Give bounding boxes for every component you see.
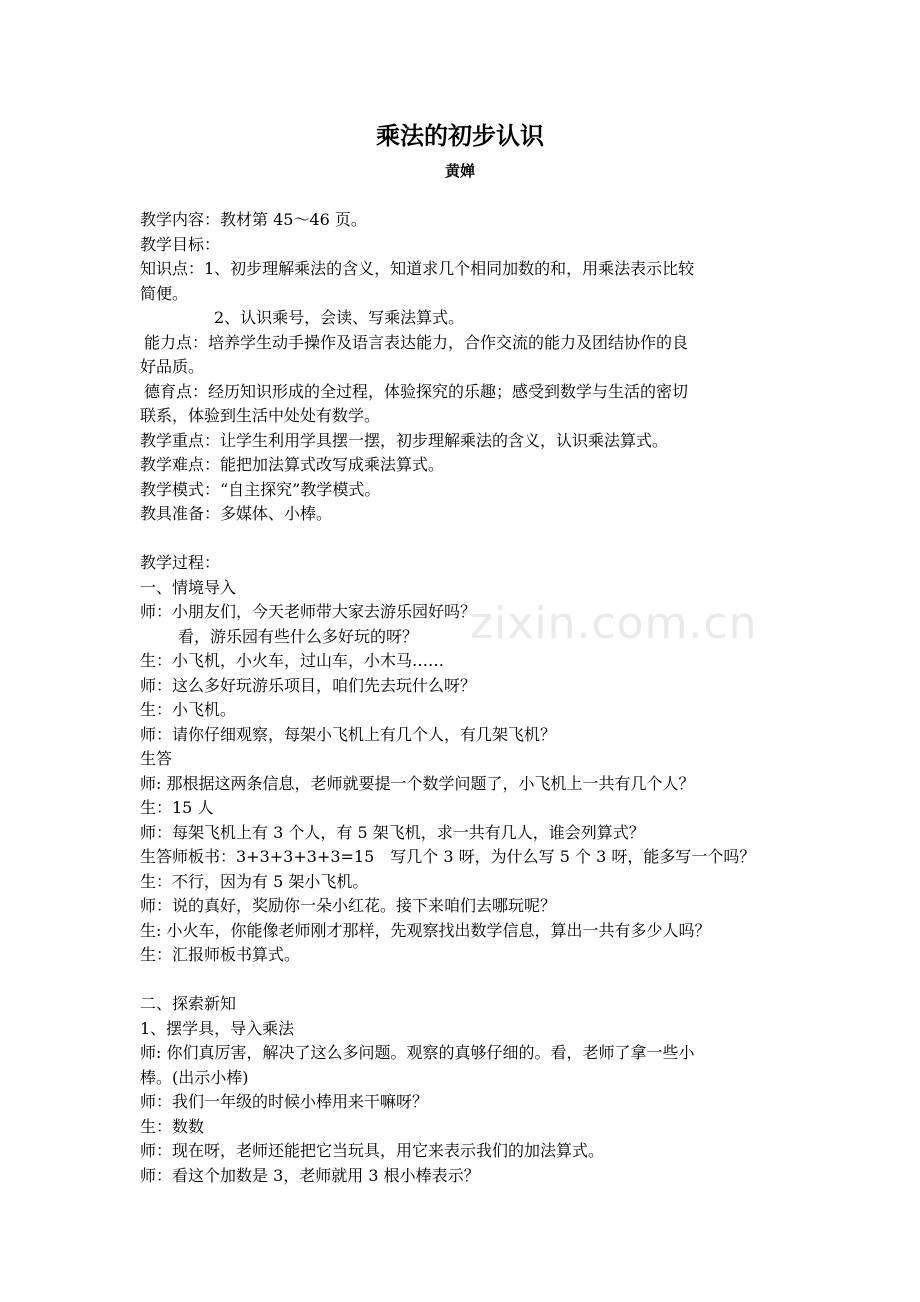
text-line: 教学难点：能把加法算式改写成乘法算式。	[140, 455, 445, 474]
text-line: 师: 那根据这两条信息，老师就要提一个数学问题了，小飞机上一共有几个人？	[140, 773, 695, 793]
text-line: 棒。(出示小棒)	[140, 1067, 249, 1087]
text-line: 师：这么多好玩游乐项目，咱们先去玩什么呀？	[140, 675, 477, 695]
text-line: 师：小朋友们，今天老师带大家去游乐园好吗？	[140, 602, 477, 621]
text-line: 生：不行，因为有 5 架小飞机。	[140, 871, 369, 891]
text-line: 教学过程：	[140, 553, 221, 572]
text-line: 能力点：培养学生动手操作及语言表达能力，合作交流的能力及团结协作的良	[144, 332, 689, 352]
text-line: 生: 小火车，你能像老师刚才那样，先观察找出数学信息，算出一共有多少人吗？	[140, 920, 711, 940]
text-line: 生：数数	[140, 1116, 205, 1136]
text-line: 生：小飞机，小火车，过山车，小木马……	[140, 651, 445, 670]
text-line: 联系，体验到生活中处处有数学。	[140, 406, 381, 425]
document-author: 黄婵	[444, 162, 475, 180]
text-line: 师: 你们真厉害，解决了这么多问题。观察的真够仔细的。看，老师了拿一些小	[140, 1043, 695, 1062]
text-line: 教学内容：教材第 45～46 页。	[140, 210, 367, 229]
text-line: 生答师板书：3+3+3+3+3=15 写几个 3 呀，为什么写 5 个 3 呀，能多写一个吗？	[140, 847, 756, 866]
text-line: 师：请你仔细观察，每架小飞机上有几个人，有几架飞机？	[140, 724, 557, 744]
section-heading: 二、探索新知	[140, 994, 237, 1013]
text-line: 教学重点：让学生利用学具摆一摆，初步理解乘法的含义，认识乘法算式。	[140, 430, 669, 450]
text-line: 师：每架飞机上有 3 个人，有 5 架飞机，求一共有几人，谁会列算式？	[140, 822, 645, 842]
text-line: 1、摆学具，导入乘法	[140, 1018, 295, 1038]
text-line: 师：说的真好，奖励你一朵小红花。接下来咱们去哪玩呢？	[140, 896, 557, 915]
text-line: 德育点：经历知识形成的全过程，体验探究的乐趣；感受到数学与生活的密切	[144, 381, 689, 401]
section-heading: 一、情境导入	[140, 577, 237, 597]
text-line: 知识点：1、初步理解乘法的含义，知道求几个相同加数的和，用乘法表示比较	[140, 259, 695, 278]
text-line: 生：汇报师板书算式。	[140, 945, 301, 964]
text-line: 教学目标：	[140, 234, 221, 254]
document-body	[140, 208, 790, 1188]
text-line: 师：我们一年级的时候小棒用来干嘛呀？	[140, 1092, 429, 1111]
text-line: 生：小飞机。	[140, 700, 237, 719]
blank-line	[140, 527, 790, 552]
document-title: 乘法的初步认识	[376, 122, 544, 150]
blank-line	[140, 968, 790, 993]
text-line: 师：现在呀，老师还能把它当玩具，用它来表示我们的加法算式。	[140, 1141, 605, 1160]
text-line: 生：15 人	[140, 798, 214, 817]
watermark: zixin.com.cn	[470, 598, 758, 649]
text-line: 教学模式：“自主探究”教学模式。	[140, 479, 381, 499]
text-line: 师：看这个加数是 3，老师就用 3 根小棒表示？	[140, 1165, 480, 1185]
text-line: 简便。	[140, 283, 189, 303]
text-line: 2、认识乘号，会读、写乘法算式。	[214, 308, 465, 327]
text-line: 生答	[140, 749, 173, 768]
text-line: 看，游乐园有些什么多好玩的呀？	[178, 626, 419, 646]
text-line: 好品质。	[140, 357, 205, 376]
text-line: 教具准备：多媒体、小棒。	[140, 504, 333, 523]
